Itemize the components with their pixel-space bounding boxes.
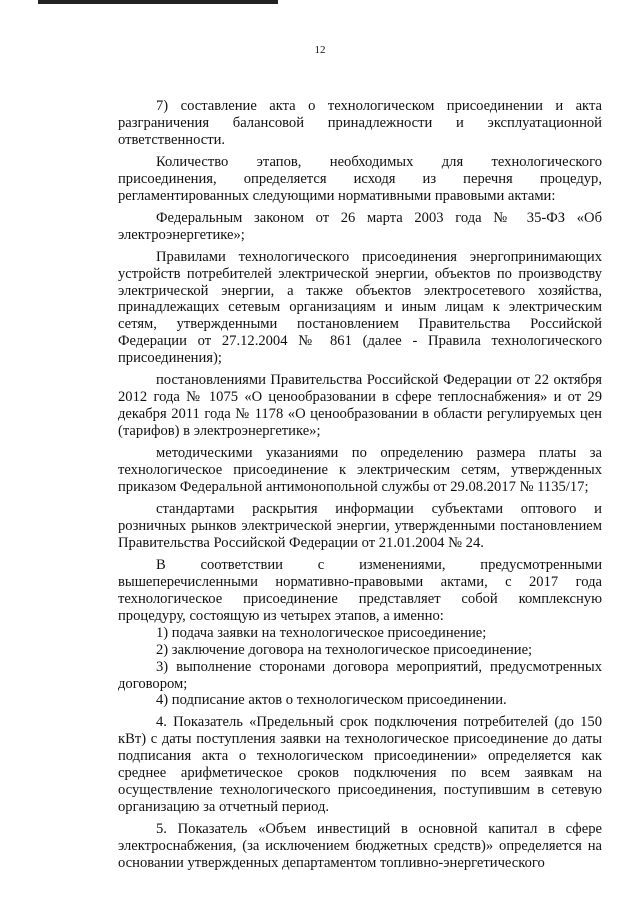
paragraph-federal-law: Федеральным законом от 26 марта 2003 года № 35-ФЗ «Об электроэнергетике»; [118, 209, 602, 243]
paragraph-methodical-guidelines: методическими указаниями по определению размера платы за технологическое присоединение к электрическим сетям, утвержденных приказом Федеральной антимонопольной службы от 29.08.2017 № 1135/17; [118, 445, 602, 496]
paragraph-indicator-4: 4. Показатель «Предельный срок подключения потребителей (до 150 кВт) с даты поступления заявки на технологическое присоединение до даты подписания акта о технологическом присоединении» определяется как среднее арифметическое сроков подключения по всем заявкам на осуществление технологического присоединения, поступившим в сетевую организацию за отчетный период. [118, 714, 602, 816]
document-body [118, 98, 602, 872]
paragraph-disclosure-standards: стандартами раскрытия информации субъектами оптового и розничных рынков электрической энергии, утвержденными постановлением Правительства Российской Федерации от 21.01.2004 № 24. [118, 500, 602, 551]
scan-edge-mark [38, 0, 278, 4]
paragraph-connection-rules: Правилами технологического присоединения энергопринимающих устройств потребителей электрической энергии, объектов по производству электрической энергии, а также объектов электросетевого хозяйства, принадлежащих сетевым организациям и иным лицам к электрическим сетям, утвержденными постановлением Правительства Российской Федерации от 27.12.2004 № 861 (далее - Правила технологического присоединения); [118, 248, 602, 367]
page-number: 12 [314, 44, 326, 56]
list-item-stage-1: 1) подача заявки на технологическое присоединение; [156, 624, 487, 641]
paragraph-stages-count: Количество этапов, необходимых для технологического присоединения, определяется исходя из перечня процедур, регламентированных следующими нормативными правовыми актами: [118, 153, 602, 204]
list-item-stage-3: 3) выполнение сторонами договора мероприятий, предусмотренных договором; [118, 658, 602, 692]
list-item-stage-2: 2) заключение договора на технологическое присоединение; [156, 641, 533, 658]
paragraph-indicator-5: 5. Показатель «Объем инвестиций в основной капитал в сфере электроснабжения, (за исключением бюджетных средств)» определяется на основании утвержденных департаментом топливно-энергетического [118, 821, 602, 872]
paragraph-item-7: 7) составление акта о технологическом присоединении и акта разграничения балансовой принадлежности и эксплуатационной ответственности. [118, 98, 602, 148]
paragraph-procedure-overview: В соответствии с изменениями, предусмотренными вышеперечисленными нормативно-правовыми актами, с 2017 года технологическое присоединение представляет собой комплексную процедуру, состоящую из четырех этапов, а именно: [118, 556, 602, 624]
paragraph-government-resolutions: постановлениями Правительства Российской Федерации от 22 октября 2012 года № 1075 «О ценообразовании в сфере теплоснабжения» и от 29 декабря 2011 года № 1178 «О ценообразовании в области регулируемых цен (тарифов) в электроэнергетике»; [118, 372, 602, 440]
list-item-stage-4: 4) подписание актов о технологическом присоединении. [156, 692, 507, 709]
